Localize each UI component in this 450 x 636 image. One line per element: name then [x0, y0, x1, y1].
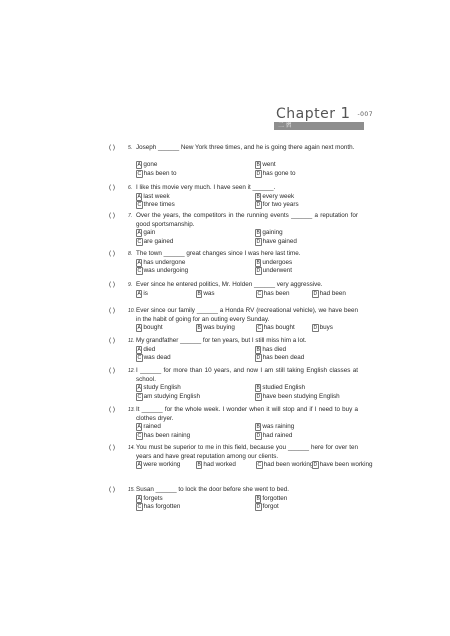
answer-blank[interactable]: ( ) [109, 307, 115, 314]
answer-blank[interactable]: ( ) [109, 337, 115, 344]
answer-option[interactable] [136, 193, 170, 202]
option-text: was buying [203, 324, 235, 332]
answer-option[interactable] [136, 384, 181, 393]
answer-option[interactable] [312, 461, 373, 470]
question-number: 11. [128, 338, 135, 344]
answer-option[interactable] [255, 238, 297, 247]
option-letter: A [137, 290, 141, 297]
option-text: studied English [262, 384, 306, 392]
option-letter: A [137, 259, 141, 266]
question-number: 5. [128, 145, 133, 151]
option-letter: A [137, 385, 141, 392]
option-text: bought [143, 324, 163, 332]
answer-option[interactable] [256, 324, 295, 333]
answer-option[interactable] [255, 393, 340, 402]
answer-option[interactable] [255, 432, 292, 441]
option-letter: C [137, 432, 142, 439]
answer-option[interactable] [255, 201, 299, 210]
option-letter: A [137, 325, 141, 332]
option-text: has gone to [262, 169, 296, 177]
answer-blank[interactable]: ( ) [109, 406, 115, 413]
question-stem: My grandfather ______ for ten years, but I still miss him a lot. [136, 337, 307, 344]
option-text: gone [143, 161, 158, 169]
question-stem: Ever since our family ______ a Honda RV (recreational vehicle), we have been in the habit of going for an outing every Sunday. [136, 307, 358, 323]
answer-option[interactable] [136, 495, 163, 504]
option-letter: B [256, 424, 260, 431]
option-letter: D [256, 268, 261, 275]
option-letter: A [137, 230, 141, 237]
option-letter: D [256, 170, 261, 177]
option-text: study English [143, 384, 181, 392]
answer-option[interactable] [136, 461, 180, 470]
answer-option[interactable] [255, 495, 287, 504]
option-letter: A [137, 462, 141, 469]
option-text: was [203, 289, 215, 297]
option-letter: C [137, 238, 142, 245]
question-stem: Joseph ______ New York three times, and he is going there again next month. [136, 144, 355, 151]
option-letter: A [137, 346, 141, 353]
question-stem: You must be superior to me in this field, because you ______ here for over ten years and have great reputation among our clients. [136, 444, 358, 460]
answer-option[interactable] [136, 393, 200, 402]
option-letter: D [256, 504, 261, 511]
option-text: was undergoing [143, 267, 189, 275]
question-stem: It ______ for the whole week. I wonder when it will stop and if I need to buy a clothes dryer. [136, 406, 358, 422]
option-letter: D [256, 432, 261, 439]
option-letter: B [256, 230, 260, 237]
question-number: 6. [128, 185, 133, 191]
answer-option[interactable] [136, 423, 161, 432]
option-text: gaining [262, 229, 283, 237]
option-letter: B [197, 290, 201, 297]
answer-option[interactable] [196, 461, 236, 470]
chapter-title-text: Chapter [276, 106, 336, 122]
option-letter: B [256, 162, 260, 169]
option-text: had been working [263, 461, 314, 469]
option-letter: C [137, 504, 142, 511]
option-text: was raining [262, 423, 295, 431]
option-text: forgotten [262, 494, 288, 502]
option-text: has been [263, 289, 290, 297]
question-number: 14. [128, 445, 135, 451]
answer-option[interactable] [255, 503, 279, 512]
question-number: 15. [128, 487, 135, 493]
option-text: had rained [262, 431, 293, 439]
option-letter: C [137, 393, 142, 400]
option-text: has undergone [143, 258, 186, 266]
answer-option[interactable] [256, 461, 313, 470]
option-letter: B [197, 325, 201, 332]
question-stem: I like this movie very much. I have seen it ______. [136, 184, 276, 191]
question-stem: I ______ for more than 10 years, and now I am still taking English classes at school. [136, 367, 358, 383]
chapter-number: 1 [340, 104, 351, 122]
option-letter: C [257, 325, 262, 332]
option-letter: A [137, 495, 141, 502]
page-number: -007 [357, 110, 374, 118]
answer-option[interactable] [255, 384, 305, 393]
answer-blank[interactable]: ( ) [109, 212, 115, 219]
answer-option[interactable] [136, 346, 155, 355]
option-text: has been dead [262, 354, 305, 362]
option-letter: C [257, 462, 262, 469]
option-letter: A [137, 162, 141, 169]
chapter-heading [276, 104, 373, 122]
option-text: for two years [262, 201, 299, 209]
question-number: 13. [128, 407, 135, 413]
option-text: has died [262, 345, 287, 353]
option-text: went [262, 161, 276, 169]
chapter-bar [274, 122, 364, 130]
answer-option[interactable] [255, 170, 296, 179]
answer-option[interactable] [196, 324, 235, 333]
answer-blank[interactable]: ( ) [109, 144, 115, 151]
answer-option[interactable] [312, 290, 346, 299]
question-number: 12. [128, 368, 135, 374]
option-text: forgot [262, 503, 279, 511]
answer-blank[interactable]: ( ) [109, 250, 115, 257]
answer-option[interactable] [136, 354, 171, 363]
answer-option[interactable] [255, 346, 286, 355]
option-text: last week [143, 192, 170, 200]
chapter-bar-text: 二 習 [278, 123, 292, 129]
answer-option[interactable] [255, 354, 304, 363]
answer-option[interactable] [136, 503, 180, 512]
question-stem: Susan ______ to lock the door before she went to bed. [136, 486, 289, 493]
option-letter: D [313, 290, 318, 297]
question-number: 9. [128, 282, 133, 288]
option-letter: D [256, 202, 261, 209]
answer-option[interactable] [136, 161, 157, 170]
option-text: was dead [143, 354, 171, 362]
answer-option[interactable] [312, 324, 333, 333]
option-text: every week [262, 192, 295, 200]
question-stem: Over the years, the competitors in the running events ______ a reputation for good sportsmanship. [136, 212, 358, 228]
answer-option[interactable] [136, 324, 163, 333]
answer-option[interactable] [136, 267, 188, 276]
question-number: 7. [128, 213, 133, 219]
answer-option[interactable] [136, 432, 190, 441]
answer-option[interactable] [255, 161, 276, 170]
answer-option[interactable] [256, 290, 290, 299]
answer-blank[interactable]: ( ) [109, 281, 115, 288]
answer-option[interactable] [136, 201, 175, 210]
option-text: had been [319, 289, 346, 297]
option-text: undergoes [262, 258, 293, 266]
answer-blank[interactable]: ( ) [109, 444, 115, 451]
answer-option[interactable] [136, 238, 173, 247]
option-letter: B [256, 346, 260, 353]
question-stem: The town ______ great changes since I was here last time. [136, 250, 301, 257]
answer-blank[interactable]: ( ) [109, 486, 115, 493]
answer-option[interactable] [196, 290, 215, 299]
option-text: died [143, 345, 156, 353]
option-text: forgets [143, 494, 163, 502]
option-text: has been raining [143, 431, 191, 439]
option-letter: C [137, 202, 142, 209]
option-letter: A [137, 193, 141, 200]
option-text: buys [319, 324, 333, 332]
answer-option[interactable] [136, 229, 155, 238]
option-letter: B [197, 462, 201, 469]
option-text: were working [143, 461, 181, 469]
option-letter: D [256, 238, 261, 245]
option-text: underwent [262, 267, 293, 275]
option-letter: B [256, 385, 260, 392]
answer-blank[interactable]: ( ) [109, 184, 115, 191]
answer-option[interactable] [255, 259, 292, 268]
option-text: is [143, 289, 148, 297]
option-text: rained [143, 423, 161, 431]
option-letter: C [137, 355, 142, 362]
answer-option[interactable] [255, 267, 292, 276]
question-number: 10. [128, 308, 135, 314]
question-stem: Ever since he entered politics, Mr. Holden ______ very aggressive. [136, 281, 323, 288]
option-text: have been working [319, 461, 373, 469]
option-letter: A [137, 424, 141, 431]
option-letter: C [137, 268, 142, 275]
option-text: gain [143, 229, 156, 237]
answer-option[interactable] [136, 170, 177, 179]
answer-blank[interactable]: ( ) [109, 367, 115, 374]
option-letter: D [313, 325, 318, 332]
option-text: has been to [143, 169, 177, 177]
option-letter: C [257, 290, 262, 297]
option-letter: B [256, 495, 260, 502]
option-text: has bought [263, 324, 295, 332]
answer-option[interactable] [136, 259, 185, 268]
option-letter: D [256, 355, 261, 362]
option-text: have gained [262, 237, 297, 245]
option-letter: B [256, 193, 260, 200]
option-text: are gained [143, 237, 174, 245]
option-letter: B [256, 259, 260, 266]
answer-option[interactable] [136, 290, 148, 299]
option-text: had worked [203, 461, 236, 469]
option-text: have been studying English [262, 392, 340, 400]
option-letter: C [137, 170, 142, 177]
question-number: 8. [128, 251, 133, 257]
option-text: has forgotten [143, 503, 181, 511]
answer-option[interactable] [255, 423, 294, 432]
answer-option[interactable] [255, 193, 294, 202]
option-letter: D [313, 462, 318, 469]
option-letter: D [256, 393, 261, 400]
option-text: am studying English [143, 392, 200, 400]
option-text: three times [143, 201, 175, 209]
answer-option[interactable] [255, 229, 283, 238]
